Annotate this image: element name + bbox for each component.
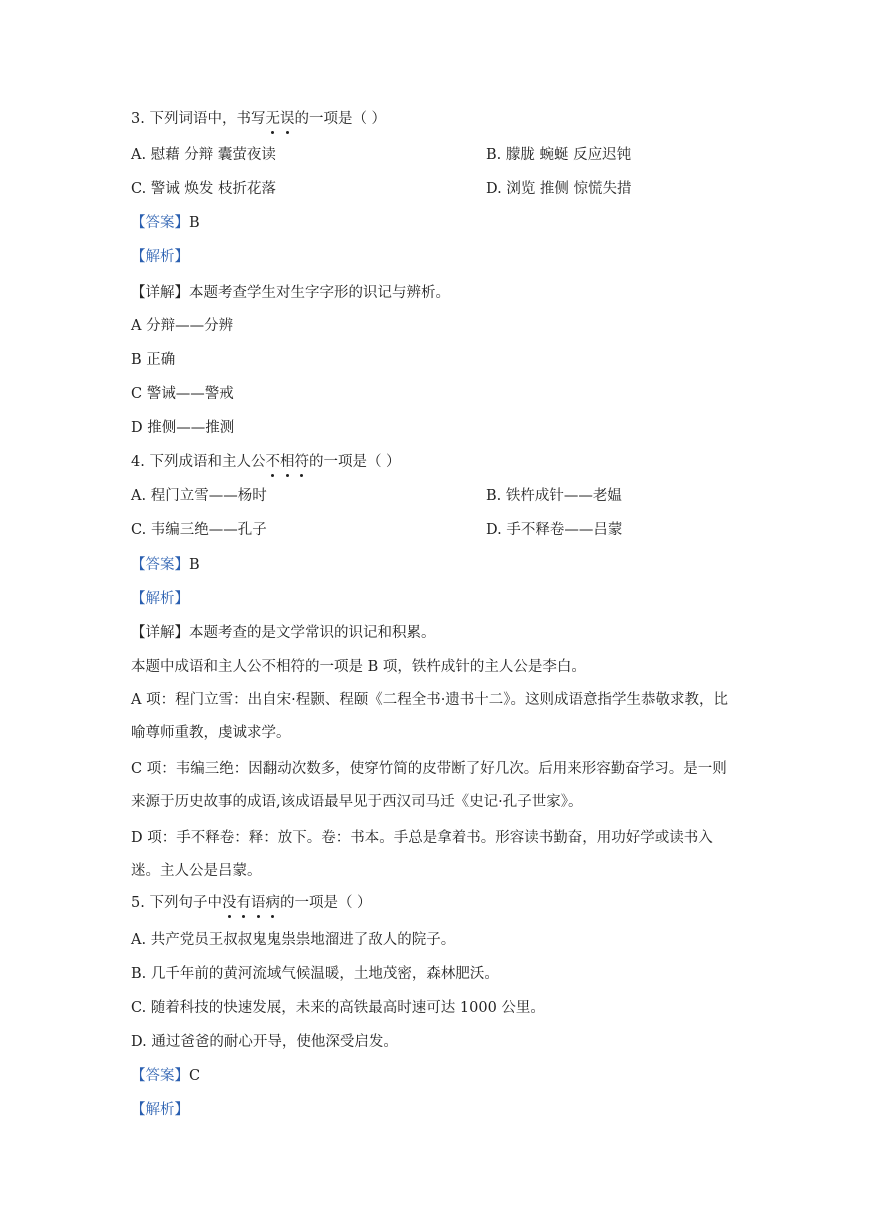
q5-option-c: C. 随着科技的快速发展，未来的高铁最高时速可达 1000 公里。 [131,1000,545,1016]
q5-stem-text: 5. 下列句子中 [131,895,222,911]
q3-note: B 正确 [131,352,176,368]
q3-stem-text: 的一项是（ ） [294,111,387,127]
q3-note: A 分辩——分辨 [131,318,234,334]
q4-summary: 本题中成语和主人公不相符的一项是 B 项，铁杵成针的主人公是李白。 [131,659,586,675]
q4-answer [131,555,200,575]
q3-analysis [131,247,189,267]
q3-option-a: A. 慰藉 分辩 囊萤夜读 [131,147,276,163]
q5-emphasis-char: 病 [265,895,280,911]
answer-label: 【答案】 [131,557,189,573]
q4-option-b: B. 铁杵成针——老媪 [486,488,622,504]
answer-value: B [189,557,200,573]
answer-label: 【答案】 [131,215,189,231]
q4-explain-c: C 项：韦编三绝：因翻动次数多，使穿竹简的皮带断了好几次。后用来形容勤奋学习。是一则来源于历史故事的成语,该成语最早见于西汉司马迁《史记·孔子世家》。 [131,761,727,810]
q5-option-b: B. 几千年前的黄河流域气候温暖，土地茂密，森林肥沃。 [131,966,499,982]
answer-value: C [189,1068,201,1084]
q5-analysis [131,1100,189,1120]
detail-text: 本题考查的是文学常识的识记和积累。 [189,625,436,641]
q5-emphasis-char: 没 [221,895,237,911]
q3-emphasis-char: 无 [265,111,280,127]
q3-options-row1 [131,145,276,165]
detail-text: 本题考查学生对生字字形的识记与辨析。 [189,285,450,301]
q4-analysis [131,589,189,609]
q4-option-d: D. 手不释卷——吕蒙 [486,522,623,538]
q5-emphasis-char: 有 [236,895,251,911]
q4-option-c: C. 韦编三绝——孔子 [131,522,267,538]
q3-note: C 警诫——警戒 [131,386,234,402]
q3-option-c: C. 警诫 焕发 枝折花落 [131,181,277,197]
q3-option-d: D. 浏览 推侧 惊慌失措 [486,181,632,197]
q3-stem-text: 3. 下列词语中，书写 [131,111,266,127]
q3-note: D 推侧——推测 [131,420,235,436]
q5-stem [131,893,372,913]
q4-explain-a: A 项：程门立雪：出自宋·程颢、程颐《二程全书·遗书十二》。这则成语意指学生恭敬求教，比喻尊师重教，虔诚求学。 [131,692,729,741]
q3-emphasis-char: 误 [279,111,295,127]
analysis-label: 【解析】 [131,249,189,265]
q5-stem-text: 的一项是（ ） [279,895,372,911]
q4-emphasis-char: 符 [294,454,309,470]
q3-answer [131,213,200,233]
analysis-label: 【解析】 [131,1102,189,1118]
q5-option-d: D. 通过爸爸的耐心开导，使他深受启发。 [131,1034,398,1050]
q5-emphasis-char: 语 [250,895,266,911]
q4-explain-d: D 项：手不释卷：释：放下。卷：书本。手总是拿着书。形容读书勤奋，用功好学或读书入迷。主人公是吕蒙。 [131,830,713,879]
q5-option-a: A. 共产党员王叔叔鬼鬼祟祟地溜进了敌人的院子。 [131,932,456,948]
q3-detail [131,283,450,303]
q4-detail [131,623,436,643]
q3-option-b: B. 朦胧 蜿蜒 反应迟钝 [486,147,632,163]
analysis-label: 【解析】 [131,591,189,607]
answer-label: 【答案】 [131,1068,189,1084]
q4-emphasis-char: 相 [279,454,295,470]
answer-value: B [189,215,200,231]
detail-label: 【详解】 [131,625,189,641]
q3-stem [131,109,386,129]
q4-stem-text: 的一项是（ ） [308,454,401,470]
q4-emphasis-char: 不 [265,454,280,470]
q4-option-a: A. 程门立雪——杨时 [131,488,267,504]
q4-stem [131,452,401,472]
q5-answer [131,1066,200,1086]
detail-label: 【详解】 [131,285,189,301]
q4-stem-text: 4. 下列成语和主人公 [131,454,266,470]
